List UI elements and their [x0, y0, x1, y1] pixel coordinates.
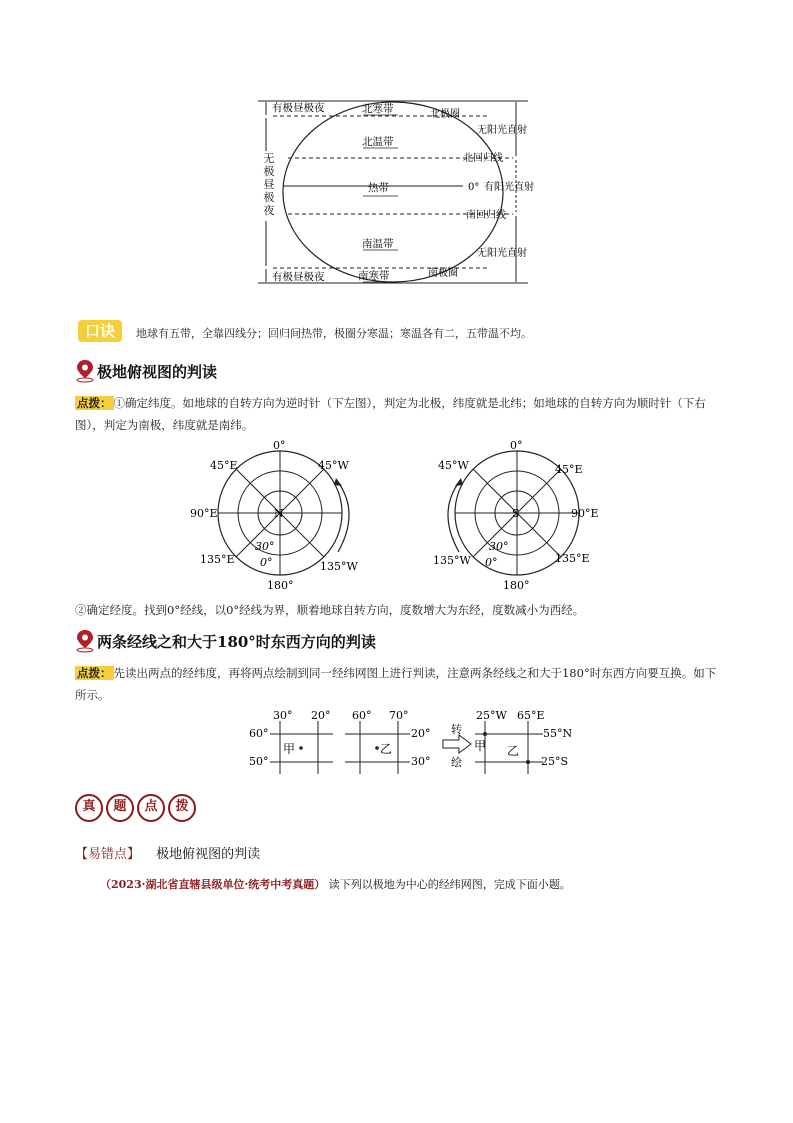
section1-title: 极地俯视图的判读: [97, 362, 218, 381]
north-left: 90°E: [190, 507, 218, 520]
arrow-top: 转: [451, 723, 462, 736]
para2-text: 确定经度。找到0°经线，以0°经线为界，顺着地球自转方向，度数增大为东经，度数减小为西经。: [86, 603, 585, 617]
south-ring0: 0°: [485, 556, 498, 569]
left-top-label: 有极昼极夜: [272, 102, 325, 114]
south-top: 0°: [510, 440, 523, 452]
equator-label: 0°: [468, 182, 480, 193]
five-zones-diagram: [258, 96, 536, 286]
tropic-n-label: 北回归线: [463, 153, 503, 164]
grid-conversion-diagram: [245, 706, 605, 776]
location-pin-icon: [75, 359, 95, 383]
right-top-label: 无阳光直射: [477, 125, 527, 136]
section2-para-text: 先读出两点的经纬度，再将两点绘制到同一经纬网图上进行判读，注意两条经线之和大于180°时东西方向要互换。如下所示。: [75, 666, 717, 702]
g2-top-r: 70°: [389, 709, 409, 722]
banner-char-3: 点: [137, 794, 165, 822]
real-exam-banner: [75, 793, 199, 823]
right-mid-label: 有阳光直射: [484, 182, 534, 193]
tropic-s-label: 南回归线: [466, 210, 506, 221]
section1-para1: [75, 392, 725, 436]
zone-n-temperate: 北温带: [362, 136, 394, 148]
north-ul: 45°E: [210, 459, 238, 472]
zone-s-temperate: 南温带: [362, 238, 394, 250]
banner-char-4: 拨: [168, 794, 196, 822]
g3-right-b: 25°S: [541, 755, 569, 768]
banner-char-2: 题: [106, 794, 134, 822]
question-text: 读下列以极地为中心的经纬网图，完成下面小题。: [328, 878, 571, 891]
tip-label: 点拨：: [77, 396, 112, 410]
g3-p2: 乙: [507, 744, 520, 758]
arctic-circle-label: 北极圈: [430, 109, 460, 120]
g1-left-b: 50°: [249, 755, 269, 768]
south-polar-view: [425, 440, 605, 590]
g2-top-l: 60°: [352, 709, 372, 722]
left-mid-label: 无极昼极夜: [263, 152, 275, 217]
section1-heading: [75, 358, 217, 384]
north-ll: 135°E: [200, 553, 235, 566]
section2-heading: [75, 628, 376, 654]
north-top: 0°: [273, 440, 286, 452]
num2: ②: [75, 603, 87, 617]
g1-point: 甲: [283, 742, 296, 756]
north-ur: 45°W: [318, 459, 349, 472]
question-line: [100, 876, 571, 892]
g1-top-r: 20°: [311, 709, 331, 722]
error-point-line: [75, 843, 260, 862]
mnemonic-badge: 口诀: [78, 320, 122, 342]
south-ul: 45°W: [438, 459, 469, 472]
section2-para: [75, 662, 725, 706]
left-bottom-label: 有极昼极夜: [272, 271, 325, 283]
north-polar-view: [190, 440, 365, 590]
south-ll: 135°W: [433, 554, 471, 567]
south-lr: 135°E: [555, 552, 590, 565]
g1-top-l: 30°: [273, 709, 293, 722]
g3-top-r: 65°E: [517, 709, 545, 722]
error-point-title: 极地俯视图的判读: [156, 847, 261, 862]
question-source: （2023·湖北省直辖县级单位·统考中考真题）: [100, 878, 326, 891]
zone-n-frigid: 北寒带: [362, 103, 394, 115]
mnemonic-text: 地球有五带，全靠四线分；回归间热带，极圈分寒温；寒温各有二，五带温不均。: [136, 327, 532, 340]
south-center: S: [512, 507, 520, 520]
south-ur: 45°E: [555, 463, 583, 476]
north-bottom: 180°: [267, 579, 294, 590]
south-bottom: 180°: [503, 579, 530, 590]
g3-p1: 甲: [474, 739, 487, 753]
location-pin-icon: [75, 629, 95, 653]
g2-right-t: 20°: [411, 727, 431, 740]
south-ring30: 30°: [489, 540, 509, 553]
section2-title: 两条经线之和大于180°时东西方向的判读: [97, 632, 376, 651]
para1-text: 确定纬度。如地球的自转方向为逆时针（下左图），判定为北极，纬度就是北纬；如地球的自转方向为顺时针（下右图），判定为南极，纬度就是南纬。: [75, 396, 706, 432]
g2-point: 乙: [380, 742, 393, 756]
num1: ①: [113, 396, 125, 410]
section1-para2: [75, 599, 725, 621]
right-bottom-label: 无阳光直射: [477, 248, 527, 259]
g3-top-l: 25°W: [476, 709, 507, 722]
arrow-bottom: 绘: [451, 756, 462, 769]
zone-s-frigid: 南寒带: [358, 270, 390, 282]
north-ring0: 0°: [260, 556, 273, 569]
zone-tropical: 热带: [368, 182, 389, 194]
north-center: N: [274, 507, 284, 520]
g3-right-t: 55°N: [543, 727, 573, 740]
north-ring30: 30°: [255, 540, 275, 553]
antarctic-circle-label: 南极圈: [428, 268, 458, 279]
tip-label: 点拨：: [77, 666, 112, 680]
north-lr: 135°W: [320, 560, 358, 573]
banner-char-1: 真: [75, 794, 103, 822]
g1-left-t: 60°: [249, 727, 269, 740]
south-right: 90°E: [571, 507, 599, 520]
error-point-label: 【易错点】: [75, 847, 141, 862]
g2-right-b: 30°: [411, 755, 431, 768]
